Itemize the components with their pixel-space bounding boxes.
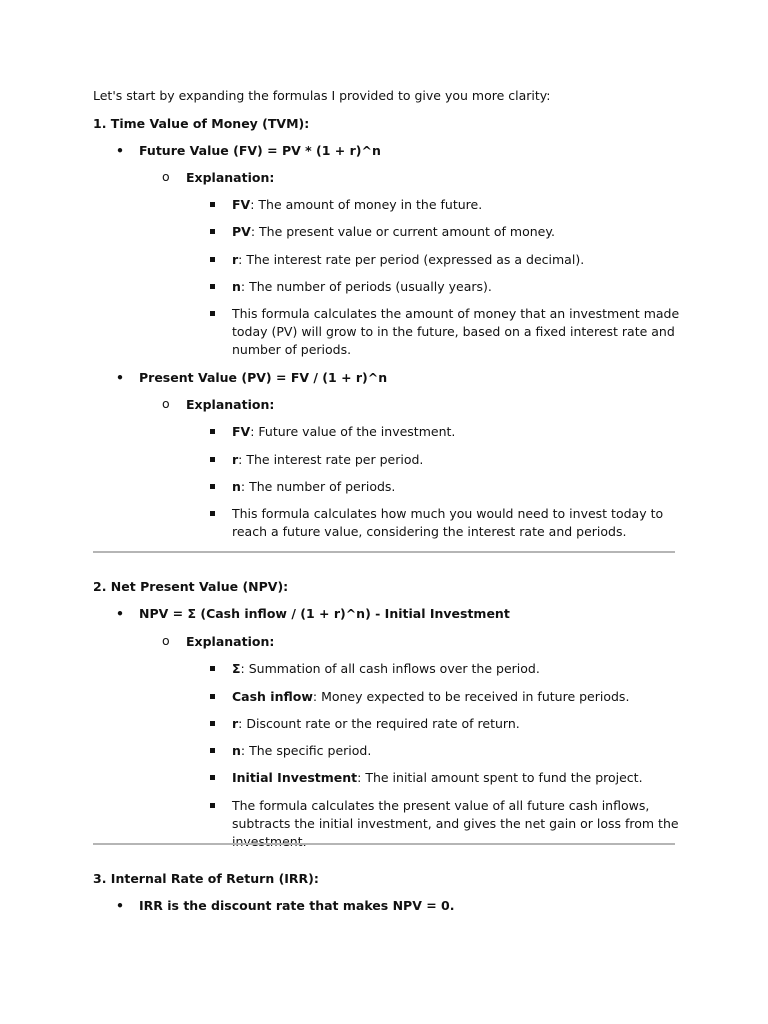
horizontal-divider — [93, 551, 675, 553]
definition: : The initial amount spent to fund the project. — [357, 770, 643, 785]
definition: : The number of periods. — [240, 479, 396, 494]
square-bullet-icon — [210, 457, 215, 462]
term: n — [232, 479, 241, 494]
term: n — [232, 743, 241, 758]
irr-definition: IRR is the discount rate that makes NPV = 0. — [139, 898, 455, 913]
definition: : The present value or current amount of money. — [250, 224, 555, 239]
summary-text: This formula calculates the amount of money that an investment made today (PV) will grow to in the future, based on a fixed interest rate and number of periods. — [232, 306, 680, 357]
circle-bullet-icon: o — [162, 633, 170, 648]
bullet-icon: • — [116, 606, 124, 621]
definition: : Future value of the investment. — [250, 424, 456, 439]
term: n — [232, 279, 241, 294]
definition: : Money expected to be received in future periods. — [312, 689, 630, 704]
intro-paragraph: Let's start by expanding the formulas I provided to give you more clarity: — [93, 88, 551, 103]
explanation-label: Explanation: — [186, 397, 275, 412]
bullet-icon: • — [116, 143, 124, 158]
definition: : The number of periods (usually years). — [240, 279, 492, 294]
pv-formula: Present Value (PV) = FV / (1 + r)^n — [139, 370, 388, 385]
square-bullet-icon — [210, 257, 215, 262]
horizontal-divider — [93, 843, 675, 845]
term: r — [232, 716, 239, 731]
term: r — [232, 452, 239, 467]
square-bullet-icon — [210, 721, 215, 726]
npv-formula: NPV = Σ (Cash inflow / (1 + r)^n) - Initial Investment — [139, 606, 510, 621]
circle-bullet-icon: o — [162, 169, 170, 184]
square-bullet-icon — [210, 803, 215, 808]
bullet-icon: • — [116, 370, 124, 385]
definition: : Discount rate or the required rate of return. — [238, 716, 520, 731]
term: r — [232, 252, 239, 267]
bullet-icon: • — [116, 898, 124, 913]
term: PV — [232, 224, 251, 239]
square-bullet-icon — [210, 229, 215, 234]
summary-text: This formula calculates how much you would need to invest today to reach a future value, considering the interest rate and periods. — [232, 506, 664, 539]
definition: : The interest rate per period. — [238, 452, 424, 467]
term: Σ — [232, 661, 241, 676]
term: FV — [232, 197, 251, 212]
definition: : The interest rate per period (expressed as a decimal). — [238, 252, 585, 267]
square-bullet-icon — [210, 202, 215, 207]
circle-bullet-icon: o — [162, 396, 170, 411]
square-bullet-icon — [210, 694, 215, 699]
square-bullet-icon — [210, 429, 215, 434]
definition: : Summation of all cash inflows over the period. — [240, 661, 540, 676]
fv-formula: Future Value (FV) = PV * (1 + r)^n — [139, 143, 381, 158]
summary-text: The formula calculates the present value of all future cash inflows, subtracts the initial investment, and gives the net gain or loss from the investment. — [232, 798, 679, 849]
term: Cash inflow — [232, 689, 313, 704]
explanation-label: Explanation: — [186, 634, 275, 649]
square-bullet-icon — [210, 748, 215, 753]
square-bullet-icon — [210, 311, 215, 316]
section-heading-irr: 3. Internal Rate of Return (IRR): — [93, 871, 319, 886]
square-bullet-icon — [210, 511, 215, 516]
square-bullet-icon — [210, 666, 215, 671]
term: FV — [232, 424, 251, 439]
square-bullet-icon — [210, 775, 215, 780]
explanation-label: Explanation: — [186, 170, 275, 185]
section-heading-npv: 2. Net Present Value (NPV): — [93, 579, 289, 594]
term: Initial Investment — [232, 770, 358, 785]
square-bullet-icon — [210, 484, 215, 489]
definition: : The amount of money in the future. — [250, 197, 483, 212]
square-bullet-icon — [210, 284, 215, 289]
section-heading-tvm: 1. Time Value of Money (TVM): — [93, 116, 310, 131]
definition: : The specific period. — [240, 743, 372, 758]
